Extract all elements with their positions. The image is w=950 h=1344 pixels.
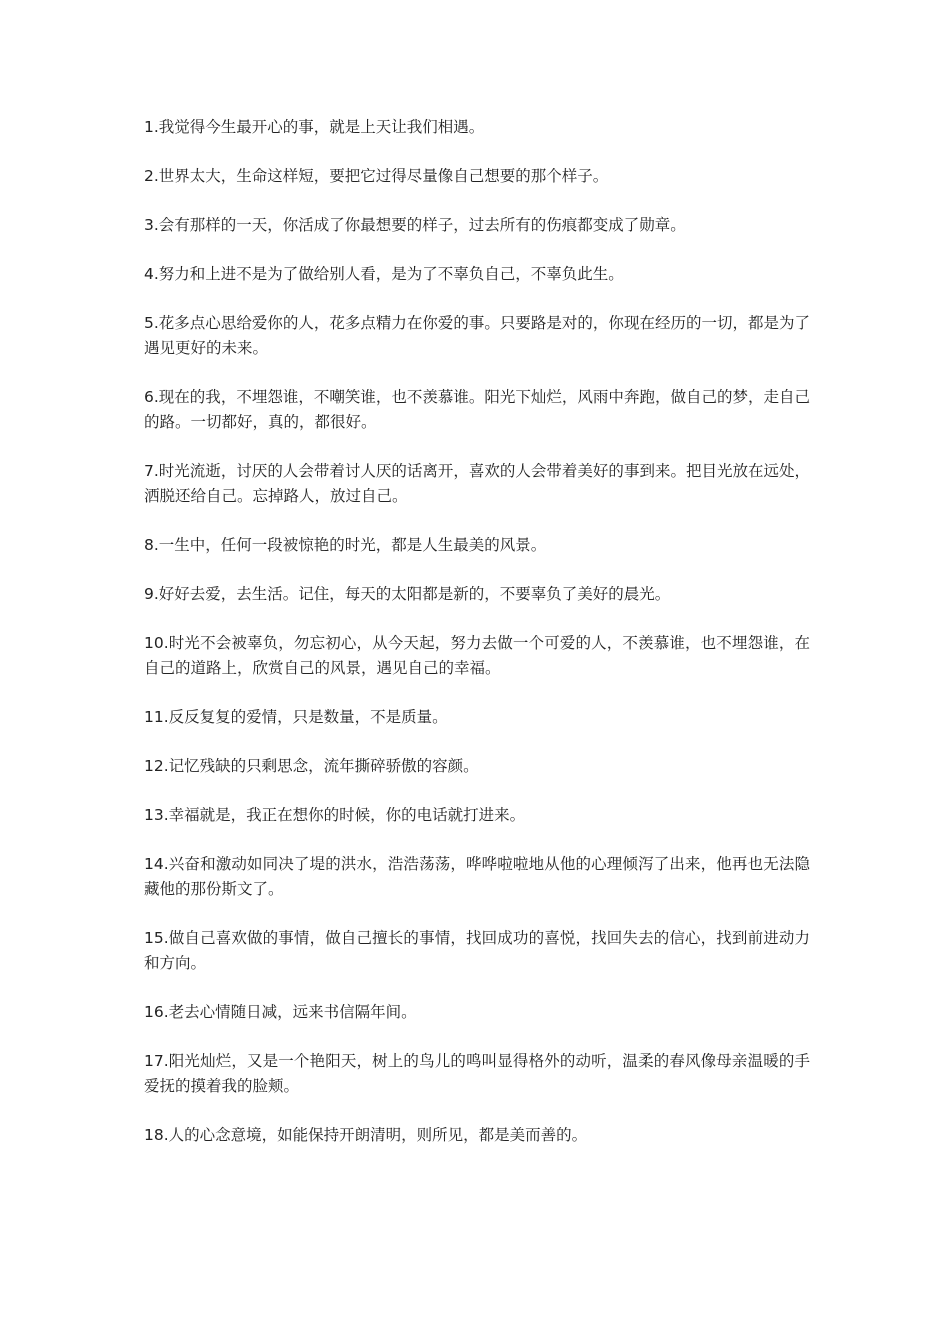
- paragraph-13: 13.幸福就是，我正在想你的时候，你的电话就打进来。: [144, 806, 526, 824]
- paragraph-18: 18.人的心念意境，如能保持开朗清明，则所见，都是美而善的。: [144, 1126, 588, 1144]
- paragraph-14: 14.兴奋和激动如同决了堤的洪水，浩浩荡荡，哗哗啦啦地从他的心理倾泻了出来，他再也无法隐藏他的那份斯文了。: [144, 855, 810, 898]
- paragraph-3: 3.会有那样的一天，你活成了你最想要的样子，过去所有的伤痕都变成了勋章。: [144, 216, 686, 234]
- paragraph-6: 6.现在的我，不埋怨谁，不嘲笑谁，也不羡慕谁。阳光下灿烂，风雨中奔跑，做自己的梦，走自己的路。一切都好，真的，都很好。: [144, 388, 810, 431]
- paragraph-8: 8.一生中，任何一段被惊艳的时光，都是人生最美的风景。: [144, 536, 547, 554]
- paragraph-2: 2.世界太大，生命这样短，要把它过得尽量像自己想要的那个样子。: [144, 167, 609, 185]
- paragraph-7: 7.时光流逝，讨厌的人会带着讨人厌的话离开，喜欢的人会带着美好的事到来。把目光放在远处，洒脱还给自己。忘掉路人，放过自己。: [144, 462, 810, 505]
- paragraph-9: 9.好好去爱，去生活。记住，每天的太阳都是新的，不要辜负了美好的晨光。: [144, 585, 671, 603]
- paragraph-10: 10.时光不会被辜负，勿忘初心，从今天起，努力去做一个可爱的人，不羡慕谁，也不埋怨谁，在自己的道路上，欣赏自己的风景，遇见自己的幸福。: [144, 634, 810, 677]
- paragraph-15: 15.做自己喜欢做的事情，做自己擅长的事情，找回成功的喜悦，找回失去的信心，找到前进动力和方向。: [144, 929, 810, 972]
- paragraph-16: 16.老去心情随日减，远来书信隔年间。: [144, 1003, 417, 1021]
- document-body: [144, 115, 810, 1172]
- paragraph-5: 5.花多点心思给爱你的人，花多点精力在你爱的事。只要路是对的，你现在经历的一切，都是为了遇见更好的未来。: [144, 314, 810, 357]
- paragraph-17: 17.阳光灿烂，又是一个艳阳天，树上的鸟儿的鸣叫显得格外的动听，温柔的春风像母亲温暖的手爱抚的摸着我的脸颊。: [144, 1052, 810, 1095]
- paragraph-11: 11.反反复复的爱情，只是数量，不是质量。: [144, 708, 448, 726]
- paragraph-1: 1.我觉得今生最开心的事，就是上天让我们相遇。: [144, 118, 485, 136]
- paragraph-4: 4.努力和上进不是为了做给别人看，是为了不辜负自己，不辜负此生。: [144, 265, 624, 283]
- paragraph-12: 12.记忆残缺的只剩思念，流年撕碎骄傲的容颜。: [144, 757, 479, 775]
